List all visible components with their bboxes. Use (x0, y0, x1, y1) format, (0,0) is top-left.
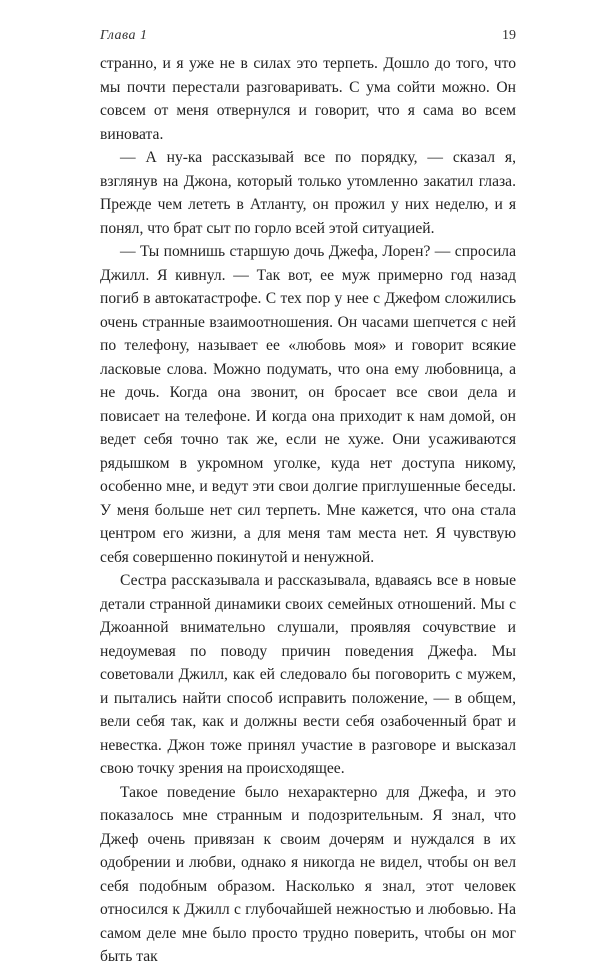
paragraph: Сестра рассказывала и рассказывала, вдаваясь все в новые детали странной динамики своих семейных отношений. Мы с Джоанной внимательно слушали, проявляя сочувствие и недоумевая по поводу причин поведения Джефа. Мы советовали Джилл, как ей следовало бы поговорить с мужем, и пытались найти способ исправить положение, — в общем, вели себя так, как и должны вести себя озабоченный брат и невестка. Джон тоже принял участие в разговоре и высказал свою точку зрения на происходящее. (100, 572, 516, 777)
paragraph: Такое поведение было нехарактерно для Джефа, и это показалось мне странным и подозрительным. Я знал, что Джеф очень привязан к своим дочерям и нуждался в их одобрении и любви, однако я никогда не видел, чтобы он вел себя подобным образом. Насколько я знал, этот человек относился к Джилл с глубочайшей нежностью и любовью. На самом деле мне было просто трудно поверить, чтобы он мог быть так (100, 783, 516, 965)
page-body (100, 52, 516, 969)
paragraph-continuation: странно, и я уже не в силах это терпеть. Дошло до того, что мы почти перестали разговаривать. С ума сойти можно. Он совсем от меня отвернулся и говорит, что я сама во всем виновата. (100, 55, 516, 143)
paragraph: — А ну-ка рассказывай все по порядку, — сказал я, взглянув на Джона, который только утомленно закатил глаза. Прежде чем лететь в Атланту, он прожил у них неделю, и я понял, что брат сыт по горло всей этой ситуацией. (100, 149, 516, 237)
running-header (100, 28, 516, 48)
chapter-title: Глава 1 (100, 28, 148, 43)
page-number: 19 (502, 28, 516, 43)
paragraph: — Ты помнишь старшую дочь Джефа, Лорен? — спросила Джилл. Я кивнул. — Так вот, ее муж примерно год назад погиб в автокатастрофе. С тех пор у нее с Джефом сложились очень странные взаимоотношения. Он часами шепчется с ней по телефону, называет ее «любовь моя» и говорит всякие ласковые слова. Можно подумать, что она ему любовница, а не дочь. Когда она звонит, он бросает все свои дела и повисает на телефоне. И когда она приходит к нам домой, он ведет себя точно так же, если не хуже. Они усаживаются рядышком в укромном уголке, куда нет доступа никому, особенно мне, и ведут эти свои долгие приглушенные беседы. У меня больше нет сил терпеть. Мне кажется, что она стала центром его жизни, а для меня там места нет. Я чувствую себя совершенно покинутой и ненужной. (100, 243, 516, 566)
